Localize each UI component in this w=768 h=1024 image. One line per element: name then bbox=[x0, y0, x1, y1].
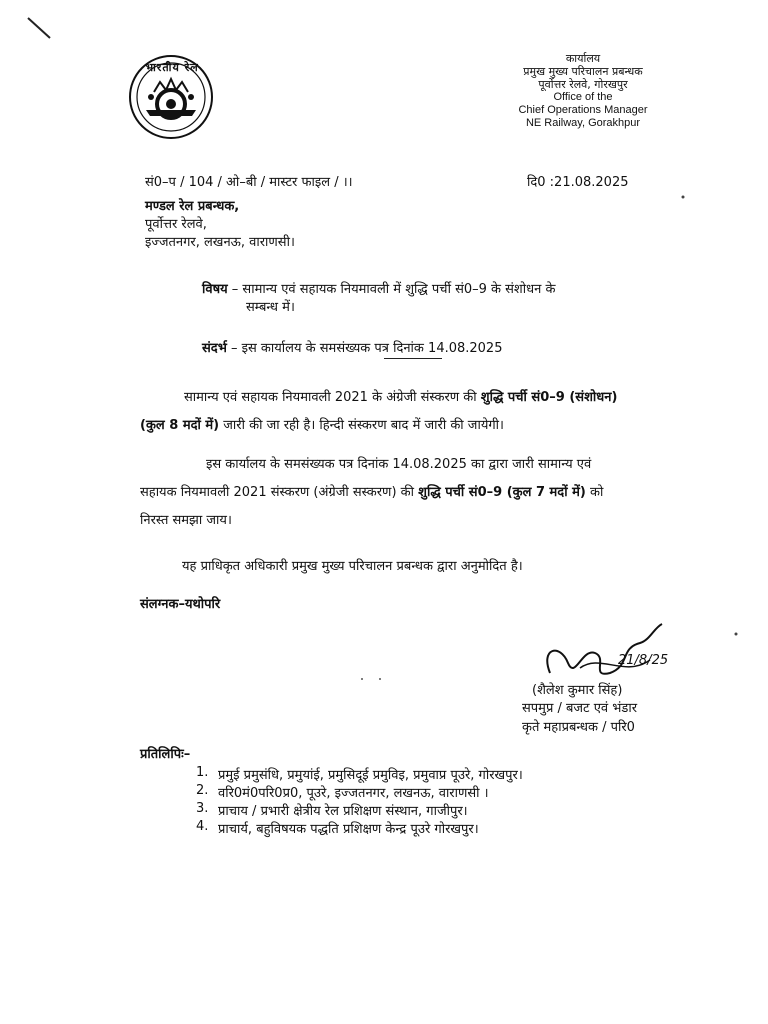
office-line: Chief Operations Manager bbox=[518, 104, 648, 116]
recipient-line: इज्जतनगर, लखनऊ, वाराणसी। bbox=[145, 235, 295, 250]
copy-label: प्रतिलिपिः– bbox=[140, 747, 191, 762]
list-item-text: प्रमुई प्रमुसंधि, प्रमुयांई, प्रमुसिदूई प्रमुविइ, प्रमुवाप्र पूउरे, गोरखपुर। bbox=[218, 768, 523, 783]
list-item-number: 1. bbox=[196, 765, 209, 780]
copy-list bbox=[196, 765, 616, 837]
para2-text: सहायक नियमावली 2021 संस्करण (अंग्रेजी सस्करण) की bbox=[140, 485, 419, 500]
railway-emblem bbox=[126, 52, 216, 142]
list-item-number: 3. bbox=[196, 801, 209, 816]
para2-text-cont: को bbox=[585, 485, 604, 500]
recipient-line: पूर्वोत्तर रेलवे, bbox=[145, 217, 207, 232]
scan-dot bbox=[735, 633, 738, 636]
list-item bbox=[196, 819, 616, 837]
list-item-text: प्राचार्य, बहुविषयक पद्धति प्रशिक्षण केन्द्र पूउरे गोरखपुर। bbox=[218, 822, 479, 837]
para1-bold-text: शुद्धि पर्ची सं0–9 (संशोधन) bbox=[480, 390, 618, 405]
para1-text: सामान्य एवं सहायक नियमावली 2021 के अंग्रेजी संस्करण की bbox=[184, 390, 481, 405]
underline-divider bbox=[384, 358, 442, 359]
subject-label: विषय bbox=[202, 282, 228, 297]
reference-number: सं0–प / 104 / ओ–बी / मास्टर फाइल / ।। bbox=[145, 175, 353, 190]
signatory-designation: सपमुप्र / बजट एवं भंडार bbox=[522, 701, 638, 716]
paragraph-1 bbox=[140, 384, 685, 440]
office-line: प्रमुख मुख्य परिचालन प्रबन्धक bbox=[523, 65, 643, 78]
paragraph-3: यह प्राधिकृत अधिकारी प्रमुख मुख्य परिचालन प्रबन्धक द्वारा अनुमोदित है। bbox=[182, 559, 523, 574]
list-item bbox=[196, 783, 616, 801]
recipient-block bbox=[145, 198, 295, 252]
office-line: NE Railway, Gorakhpur bbox=[525, 117, 641, 129]
subject-text-cont: सम्बन्ध में। bbox=[246, 300, 295, 315]
office-address-block bbox=[498, 52, 668, 130]
signature-date-note: 21/8/25 bbox=[618, 653, 669, 668]
scan-dot bbox=[361, 678, 363, 680]
office-line: पूर्वोत्तर रेलवे, गोरखपुर bbox=[538, 78, 628, 91]
scan-stroke-mark bbox=[28, 18, 50, 38]
scan-dot bbox=[379, 678, 381, 680]
para1-text-cont: जारी की जा रही है। हिन्दी संस्करण बाद में जारी की जायेगी। bbox=[219, 418, 504, 433]
reference-text: – इस कार्यालय के समसंख्यक पत्र दिनांक 14.08.2025 bbox=[226, 341, 503, 356]
para2-line-end: निरस्त समझा जाय। bbox=[140, 513, 232, 528]
list-item bbox=[196, 801, 616, 819]
recipient-title: मण्डल रेल प्रबन्धक, bbox=[145, 199, 240, 214]
emblem-text: भारतीय रेल bbox=[145, 61, 199, 74]
office-line: Office of the bbox=[553, 91, 613, 103]
subject-text: – सामान्य एवं सहायक नियमावली में शुद्धि पर्ची सं0–9 के संशोधन के bbox=[227, 282, 556, 297]
list-item-number: 4. bbox=[196, 819, 209, 834]
scan-dot bbox=[682, 196, 685, 199]
letter-date: दि0 :21.08.2025 bbox=[527, 175, 629, 190]
reference-label: संदर्भ bbox=[202, 341, 227, 356]
list-item-text: वरि0मं0परि0प्र0, पूउरे, इज्जतनगर, लखनऊ, वाराणसी । bbox=[218, 786, 489, 801]
list-item bbox=[196, 765, 616, 783]
reference-block bbox=[202, 338, 502, 356]
office-line: कार्यालय bbox=[565, 52, 601, 65]
para1-bold-count: (कुल 8 मदों में) bbox=[140, 418, 220, 433]
signatory-name: (शैलेश कुमार सिंह) bbox=[532, 683, 623, 698]
para2-bold-text: शुद्धि पर्ची सं0–9 (कुल 7 मदों में) bbox=[418, 485, 586, 500]
para2-line: इस कार्यालय के समसंख्यक पत्र दिनांक 14.08.2025 का द्वारा जारी सामान्य एवं bbox=[206, 457, 592, 472]
subject-block bbox=[202, 281, 662, 317]
paragraph-2 bbox=[140, 451, 685, 535]
enclosure-note: संलग्नक–यथोपरि bbox=[140, 597, 221, 612]
list-item-number: 2. bbox=[196, 783, 209, 798]
signatory-designation-2: कृते महाप्रबन्धक / परि0 bbox=[522, 720, 635, 735]
list-item-text: प्राचाय / प्रभारी क्षेत्रीय रेल प्रशिक्षण संस्थान, गाजीपुर। bbox=[218, 804, 468, 819]
